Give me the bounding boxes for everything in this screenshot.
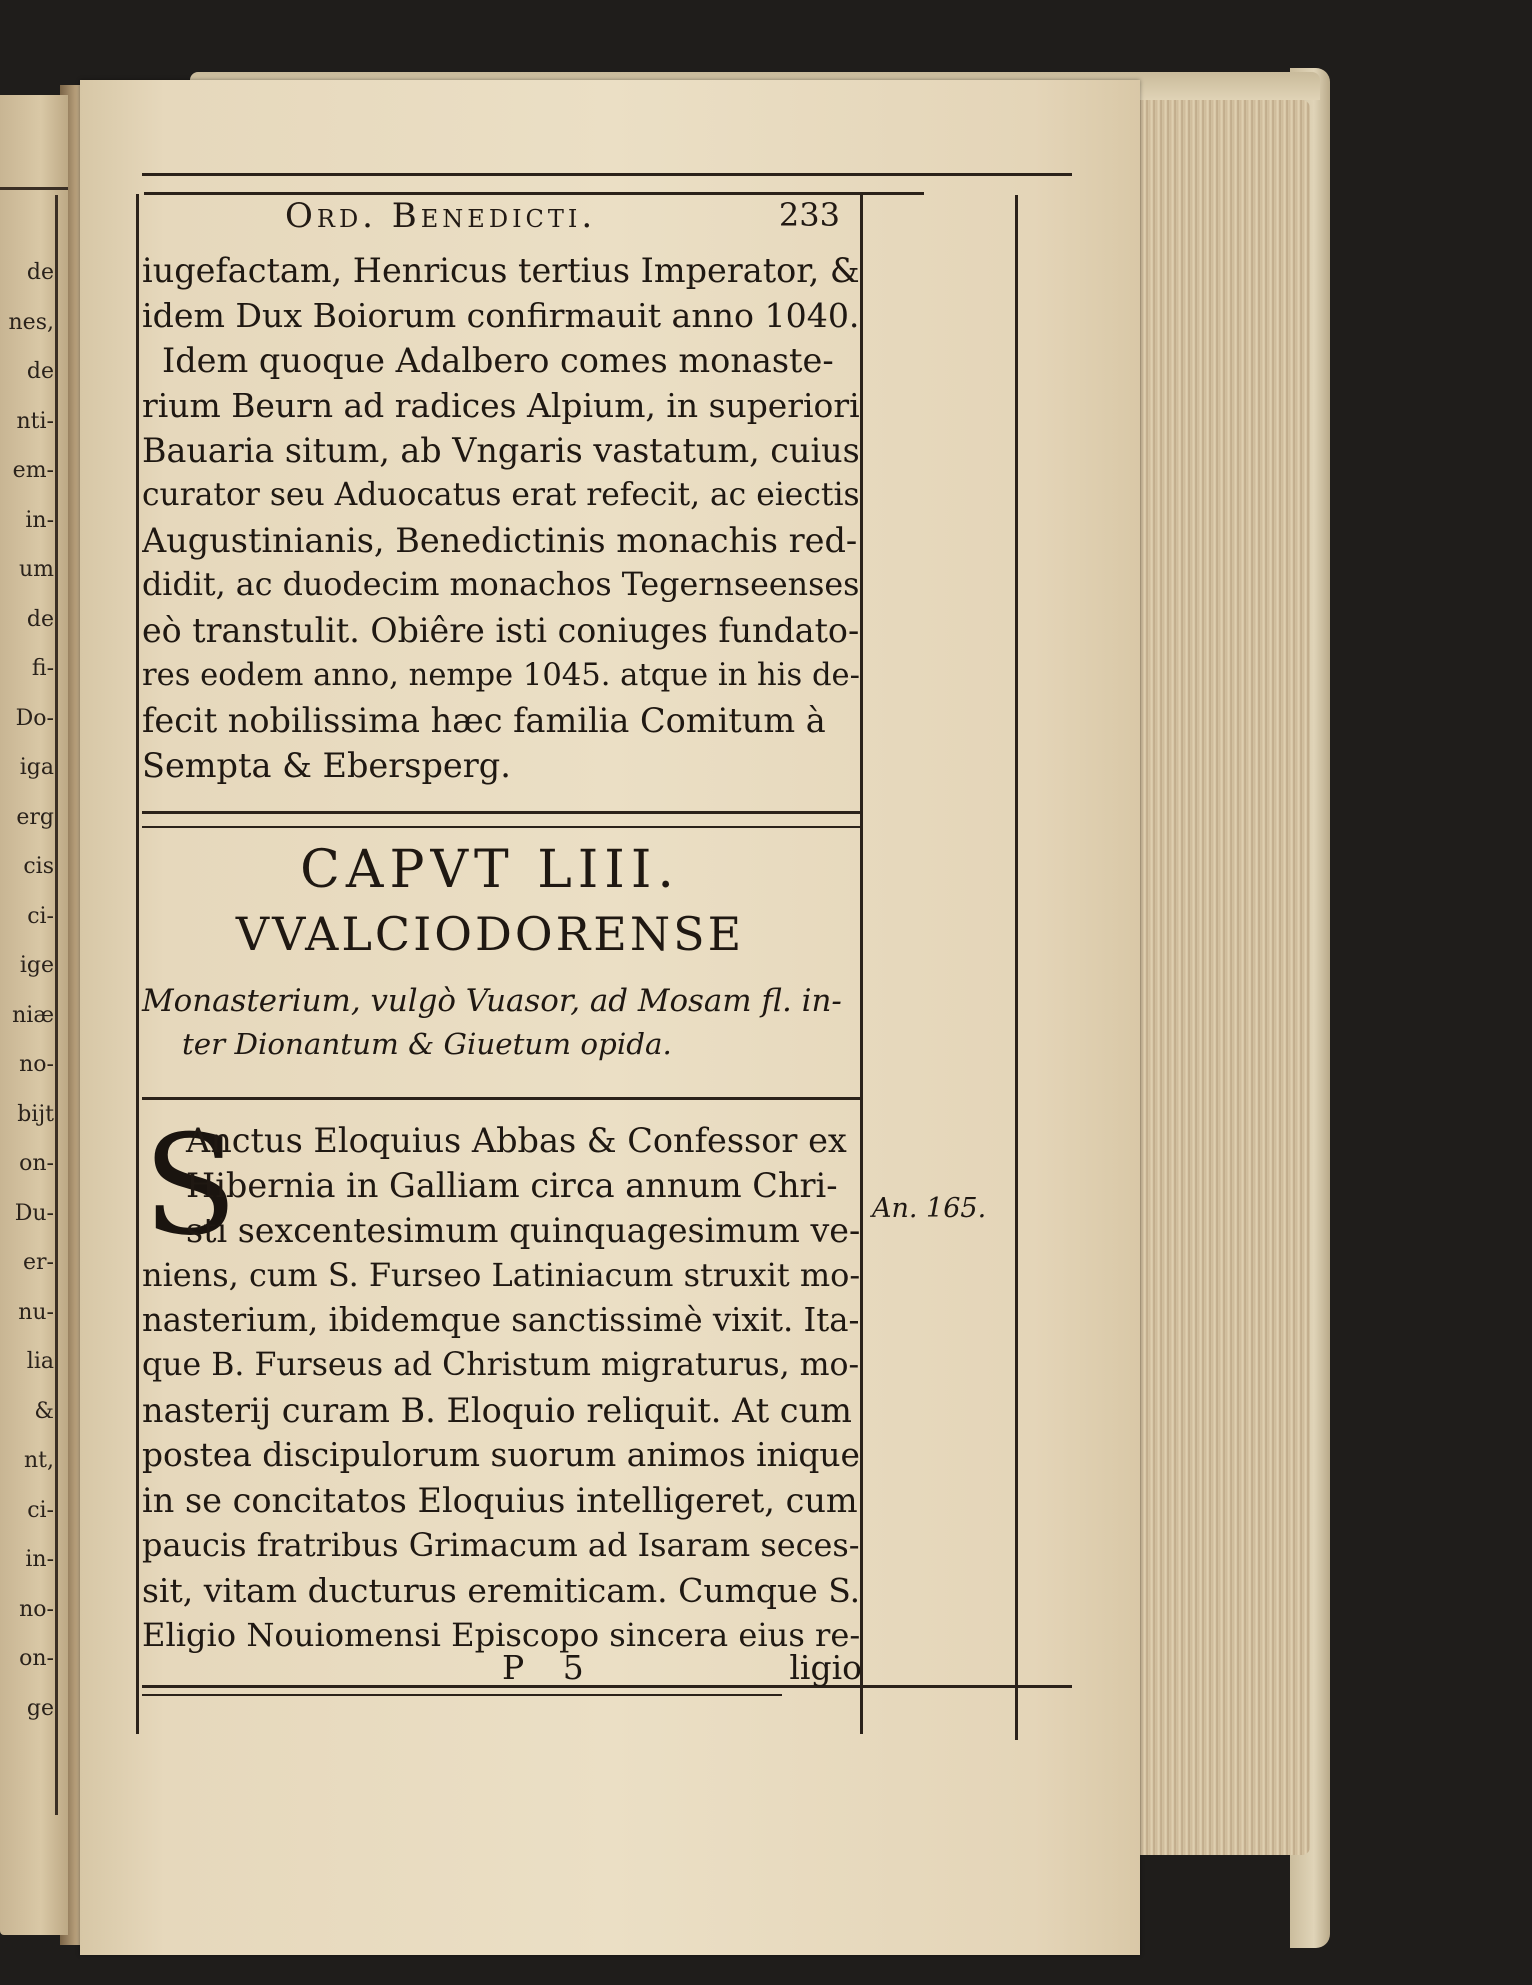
previous-page-fragment-text: de <box>26 606 54 632</box>
previous-page-fragment-text: on- <box>19 1646 54 1671</box>
previous-page-fragment-text: Du- <box>14 1200 54 1226</box>
previous-page-fragment-text: nu- <box>18 1299 54 1325</box>
body-rule <box>142 1097 862 1100</box>
previous-page-fragment-text: nti- <box>16 408 54 434</box>
text-line: sti sexcentesimum quinquagesimum ve- <box>186 1211 860 1250</box>
previous-page-fragment-text: niæ <box>12 1002 54 1028</box>
previous-page-fragment-text: ci- <box>27 1497 54 1523</box>
previous-page-fragment-text: ige <box>19 953 54 978</box>
previous-page-fragment-text: lia <box>26 1349 54 1374</box>
text-line: eò transtulit. Obiêre isti coniuges fundato- <box>142 611 860 650</box>
top-rule <box>142 173 1072 176</box>
chapter-description-line-2: ter Dionantum & Giuetum opida. <box>182 1027 672 1061</box>
previous-page-fragment-text: in- <box>25 1547 54 1572</box>
chapter-subheading: VVALCIODORENSE <box>235 907 745 961</box>
page-edges <box>1128 100 1310 1855</box>
running-head-title: Ord. Benedicti. <box>285 196 597 236</box>
frame-right-line <box>860 194 863 1734</box>
bottom-rule-lower <box>142 1694 782 1696</box>
running-head <box>200 196 840 242</box>
text-line: iugefactam, Henricus tertius Imperator, & <box>142 251 860 290</box>
chapter-rule-lower <box>142 826 862 828</box>
previous-page-fragment-text: de <box>26 359 54 384</box>
previous-page-frame-line <box>55 195 58 1815</box>
previous-page-fragment-text: fi- <box>31 656 54 681</box>
text-line: postea discipulorum suorum animos inique <box>142 1436 860 1474</box>
previous-page-fragment-text: no- <box>19 1052 54 1077</box>
text-line: Augustinianis, Benedictinis monachis red- <box>142 521 858 560</box>
paragraph-2 <box>142 1105 860 1658</box>
previous-page-fragment-text: ci- <box>27 903 54 929</box>
text-line: curator seu Aduocatus erat refecit, ac eiectis <box>142 477 860 513</box>
text-line: fecit nobilissima hæc familia Comitum à <box>142 701 826 740</box>
previous-page-fragment-text: em- <box>12 458 54 483</box>
text-line: nasterium, ibidemque sanctissimè vixit. Ita- <box>142 1301 860 1339</box>
text-line: paucis fratribus Grimacum ad Isaram seces- <box>142 1526 860 1564</box>
previous-page-fragment-text: nes, <box>8 309 54 335</box>
text-line: Hibernia in Galliam circa annum Chri- <box>186 1166 838 1205</box>
text-line: Bauaria situm, ab Vngaris vastatum, cuius <box>142 431 860 470</box>
previous-page-rule <box>0 187 68 190</box>
signature-mark: P 5 <box>502 1648 598 1687</box>
previous-page-fragment-text: um <box>18 557 54 582</box>
previous-page-fragment-text: cis <box>23 854 54 879</box>
text-line: in se concitatos Eloquius intelligeret, cum <box>142 1481 858 1520</box>
previous-page-fragment-text: ge <box>26 1695 54 1721</box>
paragraph-1 <box>142 248 860 788</box>
previous-page-fragment-text: nt, <box>23 1448 54 1473</box>
previous-page-fragment-text: erg <box>16 804 54 830</box>
frame-left-line <box>136 194 139 1734</box>
previous-page-fragment-text: iga <box>19 755 54 780</box>
previous-page-fragment-text: bijt <box>17 1101 54 1127</box>
previous-page-fragment-text: & <box>34 1398 54 1424</box>
head-rule <box>144 192 924 195</box>
text-line: nasterij curam B. Eloquio reliquit. At cum <box>142 1391 852 1430</box>
text-line: Sempta & Ebersperg. <box>142 746 511 785</box>
text-line: idem Dux Boiorum confirmauit anno 1040. <box>142 296 860 335</box>
chapter-description-line-1: Monasterium, vulgò Vuasor, ad Mosam fl. in- <box>142 983 842 1019</box>
text-line: didit, ac duodecim monachos Tegernseenses <box>142 567 860 603</box>
margin-column-line <box>1015 195 1018 1740</box>
text-line: Idem quoque Adalbero comes monaste- <box>162 341 834 380</box>
catchword: ligio <box>789 1648 862 1687</box>
previous-page-fragment-text: on- <box>19 1151 54 1176</box>
page-number: 233 <box>778 196 840 234</box>
text-line: Anctus Eloquius Abbas & Confessor ex <box>186 1121 847 1160</box>
previous-page-fragment-text: er- <box>23 1250 54 1275</box>
text-line: rium Beurn ad radices Alpium, in superiori <box>142 386 860 425</box>
margin-note: An. 165. <box>872 1193 987 1224</box>
page-footer <box>142 1648 862 1692</box>
previous-page-fragment-text: Do- <box>15 705 54 731</box>
drop-cap: S <box>143 1105 238 1266</box>
text-line: niens, cum S. Furseo Latiniacum struxit mo- <box>142 1256 860 1294</box>
chapter-heading: CAPVT LIII. <box>300 840 680 900</box>
previous-page-fragment-text: de <box>26 260 54 285</box>
previous-page-fragment-text: no- <box>19 1596 54 1622</box>
text-line: sit, vitam ducturus eremiticam. Cumque S. <box>142 1571 860 1610</box>
previous-page-fragment-text: in- <box>25 507 54 533</box>
text-line: que B. Furseus ad Christum migraturus, mo- <box>142 1347 860 1383</box>
chapter-rule <box>142 811 862 814</box>
text-line: res eodem anno, nempe 1045. atque in his de- <box>142 658 860 693</box>
text-line: Eligio Nouiomensi Episcopo sincera eius re- <box>142 1616 860 1654</box>
previous-page-fragment <box>0 95 68 1935</box>
